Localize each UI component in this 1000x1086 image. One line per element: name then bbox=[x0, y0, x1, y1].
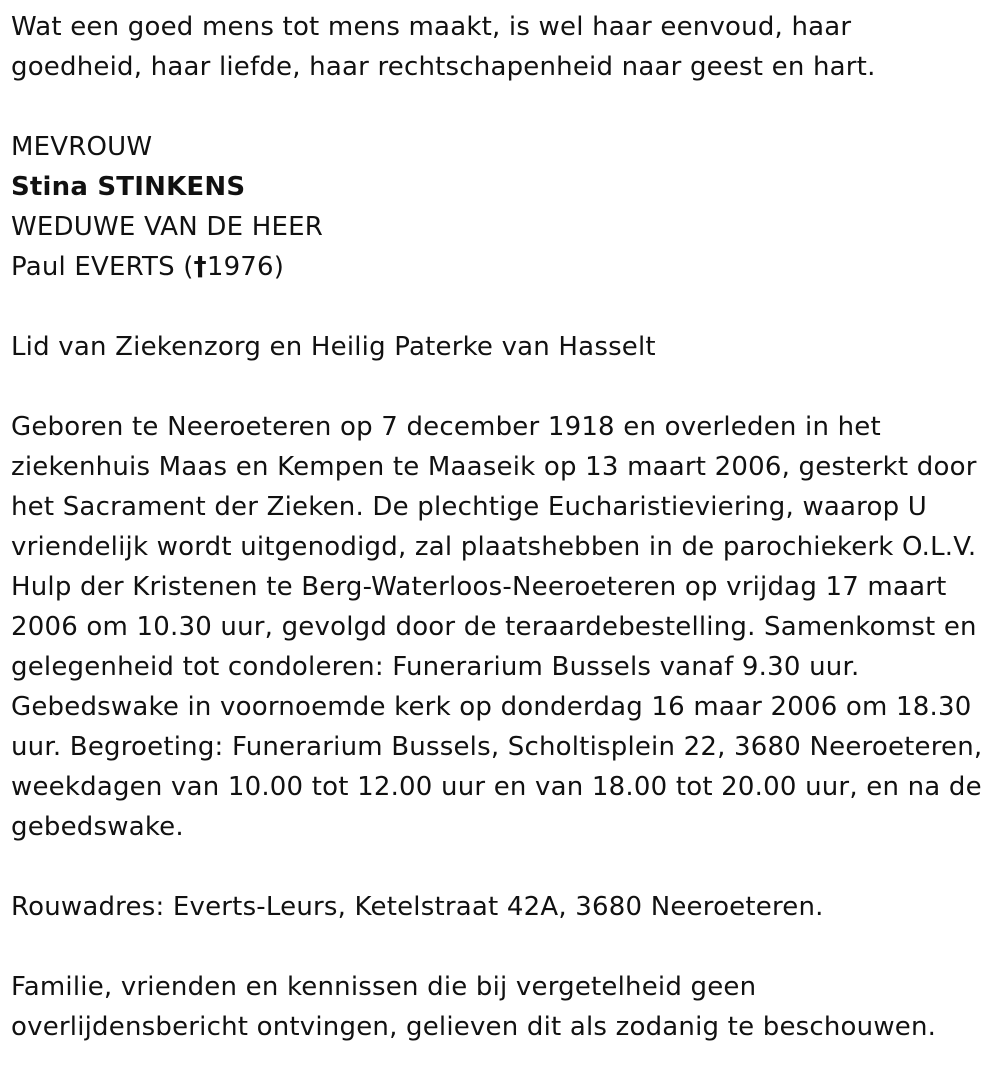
spouse-name: Paul EVERTS ( bbox=[11, 252, 194, 282]
mourning-address bbox=[11, 887, 986, 927]
cross-icon: † bbox=[193, 252, 207, 282]
deceased-name: Stina STINKENS bbox=[11, 172, 246, 202]
details-line: 2006 om 10.30 uur, gevolgd door de teraardebestelling. Samenkomst en bbox=[11, 612, 977, 642]
spacer bbox=[11, 367, 986, 407]
obituary-notice bbox=[11, 7, 986, 1047]
closing-line-2: overlijdensbericht ontvingen, gelieven dit als zodanig te beschouwen. bbox=[11, 1012, 937, 1042]
spacer bbox=[11, 287, 986, 327]
membership-line: Lid van Ziekenzorg en Heilig Paterke van Hasselt bbox=[11, 332, 656, 362]
spacer bbox=[11, 927, 986, 967]
details-paragraph bbox=[11, 407, 986, 847]
address-line: Rouwadres: Everts-Leurs, Ketelstraat 42A, 3680 Neeroeteren. bbox=[11, 892, 824, 922]
spouse-line bbox=[11, 247, 986, 287]
motto bbox=[11, 7, 986, 87]
membership bbox=[11, 327, 986, 367]
details-line: uur. Begroeting: Funerarium Bussels, Scholtisplein 22, 3680 Neeroeteren, bbox=[11, 732, 983, 762]
details-line: Geboren te Neeroeteren op 7 december 1918 en overleden in het bbox=[11, 412, 881, 442]
spacer bbox=[11, 87, 986, 127]
details-line: het Sacrament der Zieken. De plechtige Eucharistieviering, waarop U bbox=[11, 492, 927, 522]
spouse-year: 1976) bbox=[206, 252, 285, 282]
closing-paragraph bbox=[11, 967, 986, 1047]
closing-line-1: Familie, vrienden en kennissen die bij vergetelheid geen bbox=[11, 972, 757, 1002]
details-line: vriendelijk wordt uitgenodigd, zal plaatshebben in de parochiekerk O.L.V. bbox=[11, 532, 977, 562]
deceased-block bbox=[11, 127, 986, 287]
spacer bbox=[11, 847, 986, 887]
motto-line-2: goedheid, haar liefde, haar rechtschapenheid naar geest en hart. bbox=[11, 52, 876, 82]
details-line: weekdagen van 10.00 tot 12.00 uur en van 18.00 tot 20.00 uur, en na de bbox=[11, 772, 982, 802]
deceased-title: MEVROUW bbox=[11, 132, 153, 162]
details-line: Hulp der Kristenen te Berg-Waterloos-Neeroeteren op vrijdag 17 maart bbox=[11, 572, 947, 602]
motto-line-1: Wat een goed mens tot mens maakt, is wel haar eenvoud, haar bbox=[11, 12, 852, 42]
details-line: ziekenhuis Maas en Kempen te Maaseik op 13 maart 2006, gesterkt door bbox=[11, 452, 977, 482]
details-line: Gebedswake in voornoemde kerk op donderdag 16 maar 2006 om 18.30 bbox=[11, 692, 972, 722]
details-line: gelegenheid tot condoleren: Funerarium Bussels vanaf 9.30 uur. bbox=[11, 652, 860, 682]
details-line: gebedswake. bbox=[11, 812, 184, 842]
deceased-relation: WEDUWE VAN DE HEER bbox=[11, 212, 323, 242]
